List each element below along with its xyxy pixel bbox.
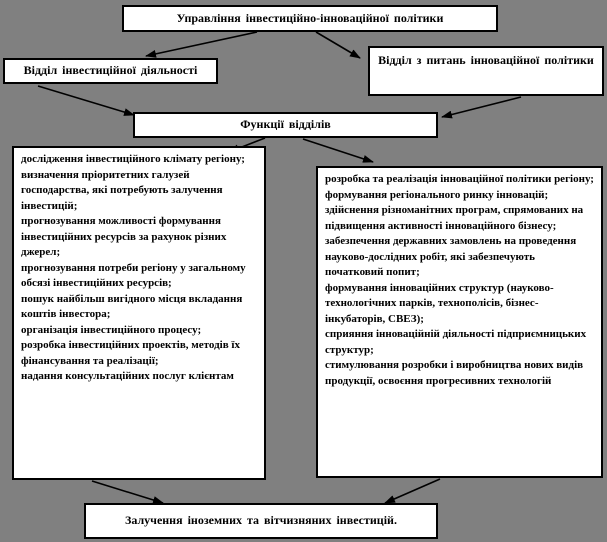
- box-investment-dept-label: Відділ інвестиційної діяльності: [23, 63, 198, 78]
- box-innovation-dept: [368, 46, 604, 96]
- box-functions-label: Функції відділів: [240, 117, 331, 132]
- box-result-label: Залучення іноземних та вітчизняних інвестицій.: [125, 513, 397, 528]
- list-item: надання консультаційних послуг клієнтам: [21, 370, 234, 382]
- arrow-functions-to-innovation-list: [303, 139, 373, 162]
- list-item: здійснення різноманітних програм, спрямованих на підвищення активності інноваційного бізнесу;: [325, 204, 584, 232]
- list-item: дослідження інвестиційного клімату регіону;: [21, 153, 245, 165]
- box-functions: [133, 112, 438, 138]
- list-item: сприяння інноваційній діяльності підприємницьких структур;: [325, 328, 587, 356]
- box-result: [84, 503, 438, 539]
- list-item: визначення пріоритетних галузей господарства, які потребують залучення інвестицій;: [21, 168, 223, 212]
- arrow-investment-list-to-result: [92, 481, 163, 503]
- list-item: стимулювання розробки і виробництва нових видів продукції, освоєння прогресивних технологій: [325, 359, 584, 387]
- box-management: [122, 5, 498, 32]
- box-investment-functions-list: [12, 146, 266, 480]
- arrow-innovation-list-to-result: [385, 479, 440, 503]
- list-item: забезпечення державних замовлень на проведення науково-дослідних робіт, які забезпечують початковий попит;: [325, 235, 577, 278]
- list-item: формування інноваційних структур (науково-технологічних парків, технополісів, бізнес-інкубаторів, СВЕЗ);: [325, 281, 554, 325]
- list-item: пошук найбільш вигідного місця вкладання коштів інвестора;: [21, 292, 243, 320]
- list-item: організація інвестиційного процесу;: [21, 323, 202, 336]
- list-item: розробка інвестиційних проектів, методів їх фінансування та реалізації;: [21, 339, 240, 367]
- box-investment-dept: [3, 58, 218, 84]
- arrow-investment-dept-to-functions: [38, 86, 134, 115]
- box-innovation-dept-label: Відділ з питань інноваційної політики: [378, 53, 594, 67]
- list-item: формування регіонального ринку інновацій;: [325, 188, 549, 201]
- list-item: розробка та реалізація інноваційної політики регіону;: [325, 173, 594, 185]
- list-item: прогнозування можливості формування інвестиційних ресурсів за рахунок різних джерел;: [21, 215, 227, 258]
- arrow-management-to-innovation-dept: [316, 32, 360, 58]
- list-item: прогнозування потреби регіону у загальному обсязі інвестиційних ресурсів;: [21, 261, 246, 289]
- box-innovation-functions-list: [316, 166, 603, 478]
- arrow-management-to-investment-dept: [146, 32, 257, 56]
- arrow-innovation-dept-to-functions: [442, 97, 521, 117]
- box-management-label: Управління інвестиційно-інноваційної політики: [176, 10, 444, 25]
